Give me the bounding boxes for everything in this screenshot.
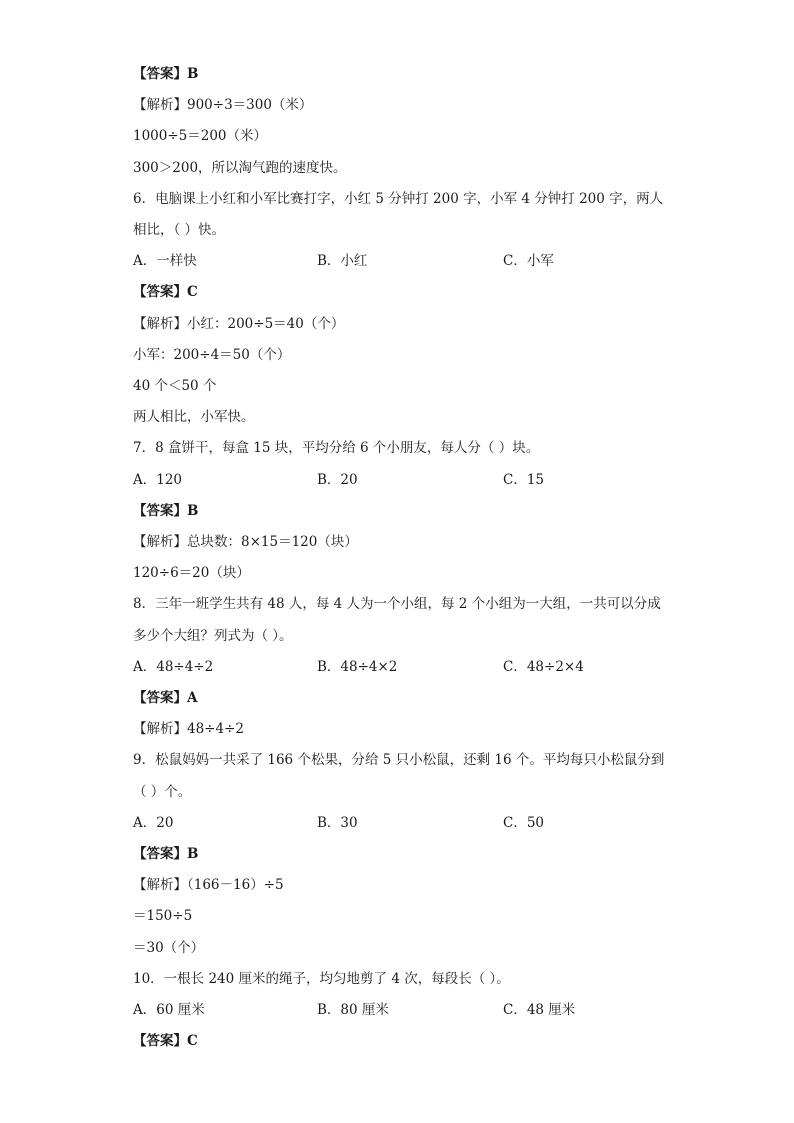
options-row (133, 813, 693, 833)
analysis-line: 【解析】（166－16）÷5 (133, 877, 284, 893)
text-line: 多少个大组？列式为（ ）。 (133, 628, 293, 644)
answer-line: 【答案】C (133, 1033, 198, 1049)
option-b: B．小红 (317, 253, 368, 269)
options-row (133, 470, 693, 490)
text-line: ＝30（个） (133, 940, 205, 956)
text-line: （ ）个。 (133, 784, 192, 800)
option-c: C．48 厘米 (503, 1002, 576, 1018)
option-c: C．15 (503, 472, 545, 488)
question-line: 10．一根长 240 厘米的绳子，均匀地剪了 4 次，每段长（ ）。 (133, 971, 510, 987)
option-a: A．20 (133, 815, 174, 831)
text-line: ＝150÷5 (133, 908, 193, 924)
text-line: 两人相比，小军快。 (133, 409, 255, 425)
option-a: A．48÷4÷2 (133, 659, 214, 675)
option-b: B．80 厘米 (317, 1002, 389, 1018)
option-b: B．20 (317, 472, 358, 488)
question-line: 9．松鼠妈妈一共采了 166 个松果，分给 5 只小松鼠，还剩 16 个。平均每只小松鼠分到 (133, 752, 665, 768)
option-a: A．一样快 (133, 253, 197, 269)
text-line: 300＞200，所以淘气跑的速度快。 (133, 160, 347, 176)
option-c: C．48÷2×4 (503, 659, 584, 675)
option-a: A．120 (133, 472, 183, 488)
option-c: C．50 (503, 815, 545, 831)
text-line: 相比，（ ）快。 (133, 222, 226, 238)
answer-line: 【答案】C (133, 284, 198, 300)
question-line: 6．电脑课上小红和小军比赛打字，小红 5 分钟打 200 字，小军 4 分钟打 200 字，两人 (133, 191, 664, 207)
option-a: A．60 厘米 (133, 1002, 205, 1018)
answer-line: 【答案】B (133, 66, 199, 82)
text-line: 小军：200÷4＝50（个） (133, 347, 291, 363)
answer-line: 【答案】B (133, 846, 199, 862)
answer-line: 【答案】A (133, 690, 198, 706)
analysis-line: 【解析】48÷4÷2 (133, 721, 244, 737)
analysis-line: 【解析】小红：200÷5＝40（个） (133, 316, 345, 332)
text-line: 120÷6＝20（块） (133, 565, 250, 581)
answer-line: 【答案】B (133, 503, 199, 519)
option-c: C．小军 (503, 253, 554, 269)
options-row (133, 251, 693, 271)
analysis-line: 【解析】900÷3＝300（米） (133, 97, 313, 113)
options-row (133, 1000, 693, 1020)
option-b: B．48÷4×2 (317, 659, 398, 675)
option-b: B．30 (317, 815, 358, 831)
question-line: 7．8 盒饼干，每盒 15 块，平均分给 6 个小朋友，每人分（ ）块。 (133, 440, 540, 456)
options-row (133, 657, 693, 677)
text-line: 40 个＜50 个 (133, 378, 217, 394)
question-line: 8．三年一班学生共有 48 人，每 4 人为一个小组，每 2 个小组为一大组，一共可以分成 (133, 596, 661, 612)
text-line: 1000÷5＝200（米） (133, 128, 268, 144)
analysis-line: 【解析】总块数：8×15＝120（块） (133, 534, 358, 550)
